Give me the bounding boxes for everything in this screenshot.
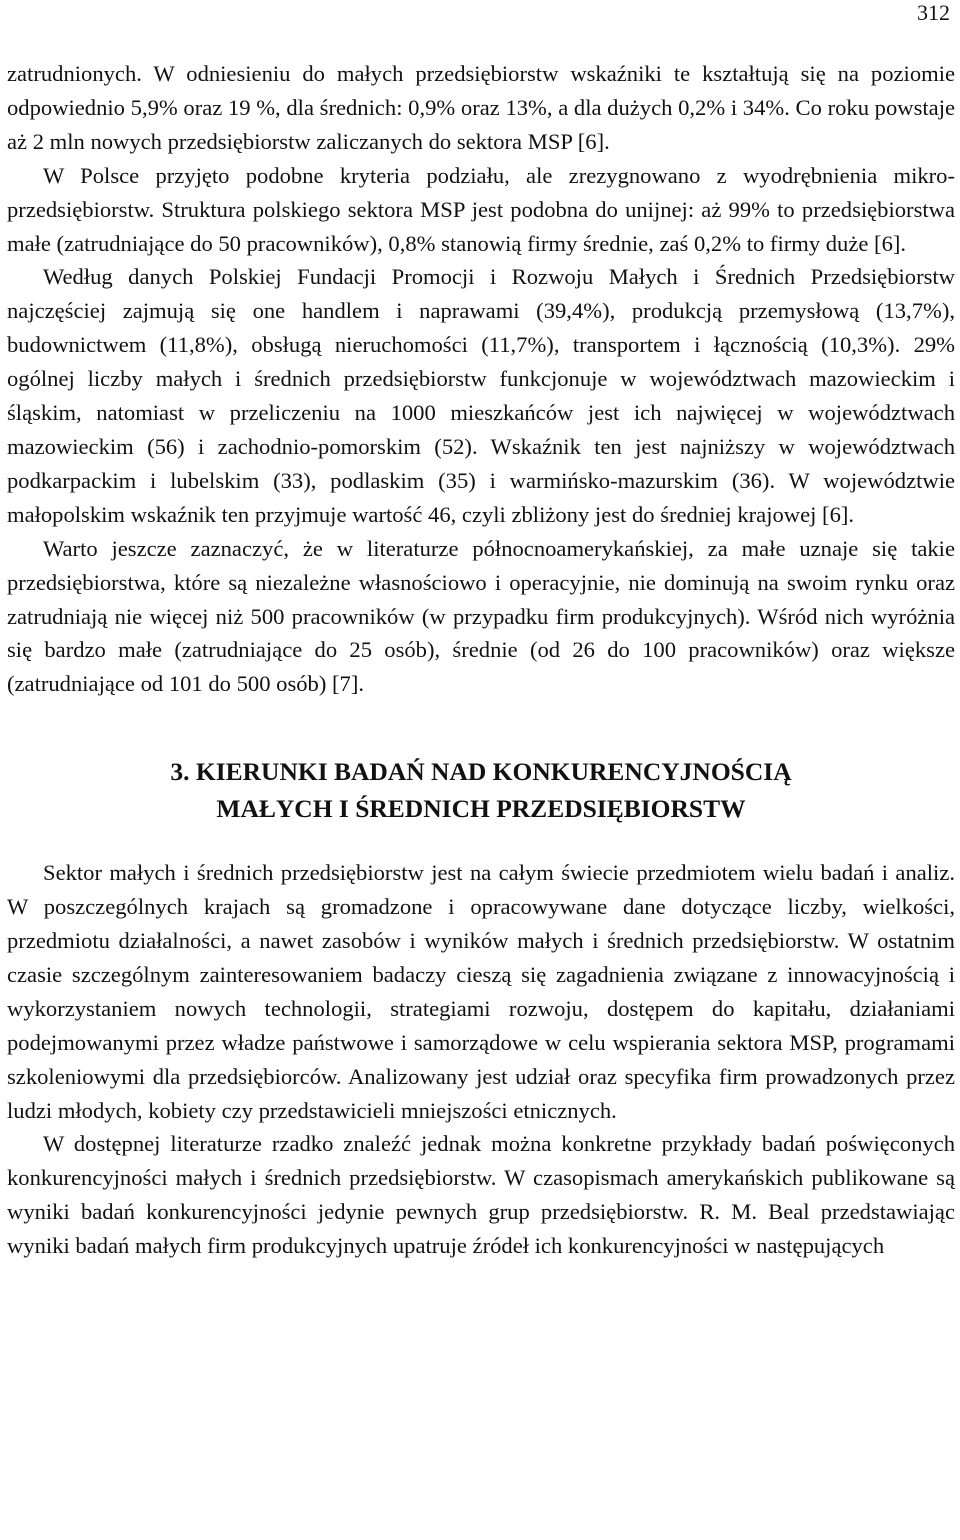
section-heading	[7, 753, 955, 827]
document-body	[7, 57, 955, 1263]
paragraph: W Polsce przyjęto podobne kryteria podziału, ale zrezygnowano z wyodrębnienia mikro-przedsiębiorstw. Struktura polskiego sektora MSP jest podobna do unijnej: aż 99% to przedsiębiorstwa małe (zatrudniające do 50 pracowników), 0,8% stanowią firmy średnie, zaś 0,2% to firmy duże [6].	[7, 162, 955, 256]
paragraph: zatrudnionych. W odniesieniu do małych przedsiębiorstw wskaźniki te kształtują się na poziomie odpowiednio 5,9% oraz 19 %, dla średnich: 0,9% oraz 13%, a dla dużych 0,2% i 34%. Co roku powstaje aż 2 mln nowych przedsiębiorstw zaliczanych do sektora MSP [6].	[7, 61, 955, 154]
paragraph: Sektor małych i średnich przedsiębiorstw jest na całym świecie przedmiotem wielu badań i analiz. W poszczególnych krajach są gromadzone i opracowywane dane dotyczące liczby, wielkości, przedmiotu działalności, a nawet zasobów i wyników małych i średnich przedsiębiorstw. W ostatnim czasie szczególnym zainteresowaniem badaczy cieszą się zagadnienia związane z innowacyjnością i wykorzystaniem nowych technologii, strategiami rozwoju, dostępem do kapitału, działaniami podejmowanymi przez władze państwowe i samorządowe w celu wspierania sektora MSP, programami szkoleniowymi dla przedsiębiorców. Analizowany jest udział oraz specyfika firm prowadzonych przez ludzi młodych, kobiety czy przedstawicieli mniejszości etnicznych.	[7, 860, 955, 1123]
page-number: 312	[917, 0, 950, 25]
paragraph: W dostępnej literaturze rzadko znaleźć jednak można konkretne przykłady badań poświęconych konkurencyjności małych i średnich przedsiębiorstw. W czasopismach amerykańskich publikowane są wyniki badań konkurencyjności jedynie pewnych grup przedsiębiorstw. R. M. Beal przedstawiając wyniki badań małych firm produkcyjnych upatruje źródeł ich konkurencyjności w następujących	[7, 1131, 955, 1259]
section-heading-line-2: MAŁYCH I ŚREDNICH PRZEDSIĘBIORSTW	[216, 794, 746, 824]
paragraph: Według danych Polskiej Fundacji Promocji i Rozwoju Małych i Średnich Przedsiębiorstw najczęściej zajmują się one handlem i naprawami (39,4%), produkcją przemysłową (13,7%), budownictwem (11,8%), obsługą nieruchomości (11,7%), transportem i łącznością (10,3%). 29% ogólnej liczby małych i średnich przedsiębiorstw funkcjonuje w województwach mazowieckim i śląskim, natomiast w przeliczeniu na 1000 mieszkańców jest ich najwięcej w województwach mazowieckim (56) i zachodnio-pomorskim (52). Wskaźnik ten jest najniższy w województwach podkarpackim i lubelskim (33), podlaskim (35) i warmińsko-mazurskim (36). W województwie małopolskim wskaźnik ten przyjmuje wartość 46, czyli zbliżony jest do średniej krajowej [6].	[7, 264, 955, 527]
paragraph: Warto jeszcze zaznaczyć, że w literaturze północnoamerykańskiej, za małe uznaje się takie przedsiębiorstwa, które są niezależne własnościowo i operacyjnie, nie dominują na swoim rynku oraz zatrudniają nie więcej niż 500 pracowników (w przypadku firm produkcyjnych). Wśród nich wyróżnia się bardzo małe (zatrudniające do 25 osób), średnie (od 26 do 100 pracowników) oraz większe (zatrudniające od 101 do 500 osób) [7].	[7, 535, 955, 697]
section-heading-line-1: 3. KIERUNKI BADAŃ NAD KONKURENCYJNOŚCIĄ	[170, 757, 792, 787]
